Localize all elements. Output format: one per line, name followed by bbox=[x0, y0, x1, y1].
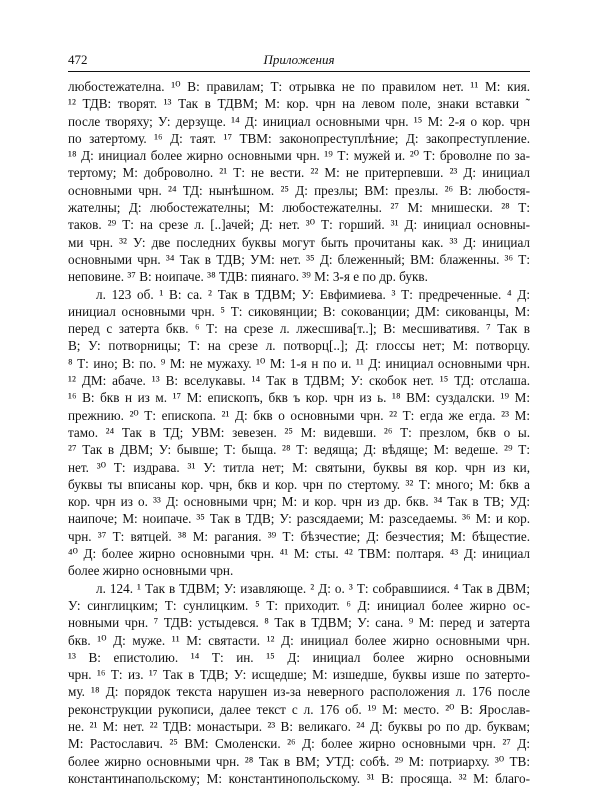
text-line: константинапольскому; М: константинопольскому. ³¹ В: просяща. ³² М: благо- bbox=[68, 770, 530, 786]
text-line: жателны; Д: любостежателны; М: любостежателны. ²⁷ М: мнишески. ²⁸ Т: bbox=[68, 200, 530, 216]
text-line: более жирно основными чрн. ²⁸ Так в ВМ; УТД: собѣ. ²⁹ М: потриарху. ³⁰ ТВ: bbox=[68, 753, 530, 769]
text-line: буквы ты вписаны кор. чрн, бкв и кор. чрн по стертому. ³² Т: много; М: бкв а bbox=[68, 476, 530, 492]
text-line: тамо. ²⁴ Так в ТД; УВМ: зевезен. ²⁵ М: видевши. ²⁶ Т: презлом, бкв о ы. bbox=[68, 424, 530, 440]
page-header bbox=[68, 52, 530, 70]
text-line: му. ¹⁸ Д: порядок текста нарушен из-за неверного расположения л. 176 после bbox=[68, 684, 530, 700]
text-line: М: Растославич. ²⁵ ВМ: Смоленски. ²⁶ Д: более жирно основными чрн. ²⁷ Д: bbox=[68, 736, 530, 752]
running-title: Приложения bbox=[263, 52, 335, 67]
text-line: основными чрн. ²⁴ ТД: нынѣшном. ²⁵ Д: презлы; ВМ: презлы. ²⁶ В: любостя- bbox=[68, 182, 530, 198]
text-line: наипоче; М: ноипаче. ³⁵ Так в ТДВ; У: разсядаеми; М: разседаемы. ³⁶ М: и кор. bbox=[68, 511, 530, 527]
text-line: реконструкции рукописи, далее текст с л. 176 об. ¹⁹ М: место. ²⁰ В: Ярослав- bbox=[68, 701, 530, 717]
text-line: л. 124. ¹ Так в ТДВМ; У: изавляюще. ² Д: о. ³ Т: собравшиися. ⁴ Так в ДВМ; bbox=[96, 580, 530, 596]
text-line: бкв. ¹⁰ Д: муже. ¹¹ М: святасти. ¹² Д: инициал более жирно основными чрн. bbox=[68, 632, 530, 648]
text-line: ми чрн. ³² У: две последних буквы могут быть прочитаны как. ³³ Д: инициал bbox=[68, 234, 530, 250]
text-line: неповине. ³⁷ В: ноипаче. ³⁸ ТДВ: пиянаго. ³⁹ М: 3-я е по др. букв. bbox=[68, 269, 428, 285]
text-line: нет. ³⁰ Т: издрава. ³¹ У: титла нет; М: святыни, буквы вя кор. чрн из ки, bbox=[68, 459, 530, 475]
text-line: более жирно основными чрн. bbox=[68, 563, 234, 579]
text-line: после творяху; У: дерзуще. ¹⁴ Д: инициал основными чрн. ¹⁵ М: 2-я о кор. чрн bbox=[68, 113, 530, 129]
text-line: ¹³ В: епистолию. ¹⁴ Т: ин. ¹⁵ Д: инициал более жирно основными bbox=[68, 649, 530, 665]
text-line: тертому; М: доброволно. ²¹ Т: не вести. ²² М: не притерпевши. ²³ Д: инициал bbox=[68, 165, 530, 181]
text-line: В; У: потворницы; Т: на срезе л. потворц[..]; Д: глоссы нет; М: потворцу. bbox=[68, 338, 530, 354]
text-line: У: синглицким; Т: сунлицким. ⁵ Т: приходит. ⁶ Д: инициал более жирно ос- bbox=[68, 597, 530, 613]
text-line: не. ²¹ М: нет. ²² ТДВ: монастыри. ²³ В: великаго. ²⁴ Д: буквы ро по др. буквам; bbox=[68, 718, 530, 734]
text-line: ⁸ Т: ино; В: по. ⁹ М: не мужаху. ¹⁰ М: 1-я н по и. ¹¹ Д: инициал основными чрн. bbox=[68, 355, 530, 371]
text-line: л. 123 об. ¹ В: са. ² Так в ТДВМ; У: Евфимиева. ³ Т: предреченные. ⁴ Д: bbox=[96, 286, 530, 302]
text-line: прежнию. ²⁰ Т: епископа. ²¹ Д: бкв о основными чрн. ²² Т: егда же егда. ²³ М: bbox=[68, 407, 530, 423]
text-line: перед с затерта бкв. ⁶ Т: на срезе л. лжесшива[т..]; В: месшивативя. ⁷ Так в bbox=[68, 321, 530, 337]
text-line: чрн. ³⁷ Т: вятцей. ³⁸ М: рагания. ³⁹ Т: бѣзчестие; Д: безчестия; М: бѣщестие. bbox=[68, 528, 530, 544]
text-line: инициал основными чрн. ⁵ Т: сиковянции; В: сокованции; ДМ: сикованцы, М: bbox=[68, 303, 530, 319]
text-line: новными чрн. ⁷ ТДВ: устыдевся. ⁸ Так в ТДВМ; У: сана. ⁹ М: перед и затерта bbox=[68, 615, 530, 631]
text-line: по затертому. ¹⁶ Д: таят. ¹⁷ ТВМ: законопреступлѣние; Д: закопреступление. bbox=[68, 130, 530, 146]
text-line: ¹² ДМ: абаче. ¹³ В: вселукавы. ¹⁴ Так в ТДВМ; У: скобок нет. ¹⁵ ТД: отслаша. bbox=[68, 373, 530, 389]
text-line: ²⁷ Так в ДВМ; У: бывше; Т: быща. ²⁸ Т: ведяща; Д: вѣдяще; М: ведеше. ²⁹ Т: bbox=[68, 442, 530, 458]
text-line: чрн. ¹⁶ Т: из. ¹⁷ Так в ТДВ; У: исщедше; М: изшедше, буквы изше по затерто- bbox=[68, 667, 530, 683]
text-line: кор. чрн из о. ³³ Д: основными чрн; М: и кор. чрн из др. бкв. ³⁴ Так в ТВ; УД: bbox=[68, 494, 530, 510]
text-line: ¹⁶ В: бкв н из м. ¹⁷ М: епископъ, бкв ъ кор. чрн из ь. ¹⁸ ВМ: суздалски. ¹⁹ М: bbox=[68, 390, 530, 406]
text-line: ¹² ТДВ: творят. ¹³ Так в ТДВМ; М: кор. чрн на левом поле, знаки вставки ˜ bbox=[68, 96, 530, 112]
text-body bbox=[68, 78, 530, 787]
text-line: основными чрн. ³⁴ Так в ТДВ; УМ: нет. ³⁵ Д: блеженный; ВМ: блаженны. ³⁶ Т: bbox=[68, 251, 530, 267]
page-number: 472 bbox=[68, 52, 88, 67]
text-line: таков. ²⁹ Т: на срезе л. [..]ачей; Д: нет. ³⁰ Т: горший. ³¹ Д: инициал основны- bbox=[68, 217, 530, 233]
text-line: любостежателна. ¹⁰ В: правилам; Т: отрывка не по правилом нет. ¹¹ М: кия. bbox=[68, 79, 530, 94]
text-line: ⁴⁰ Д: более жирно основными чрн. ⁴¹ М: сты. ⁴² ТВМ: полтаря. ⁴³ Д: инициал bbox=[68, 546, 530, 562]
text-line: ¹⁸ Д: инициал более жирно основными чрн. ¹⁹ Т: мужей и. ²⁰ Т: броволне по за- bbox=[68, 148, 530, 164]
header-rule bbox=[68, 71, 530, 72]
